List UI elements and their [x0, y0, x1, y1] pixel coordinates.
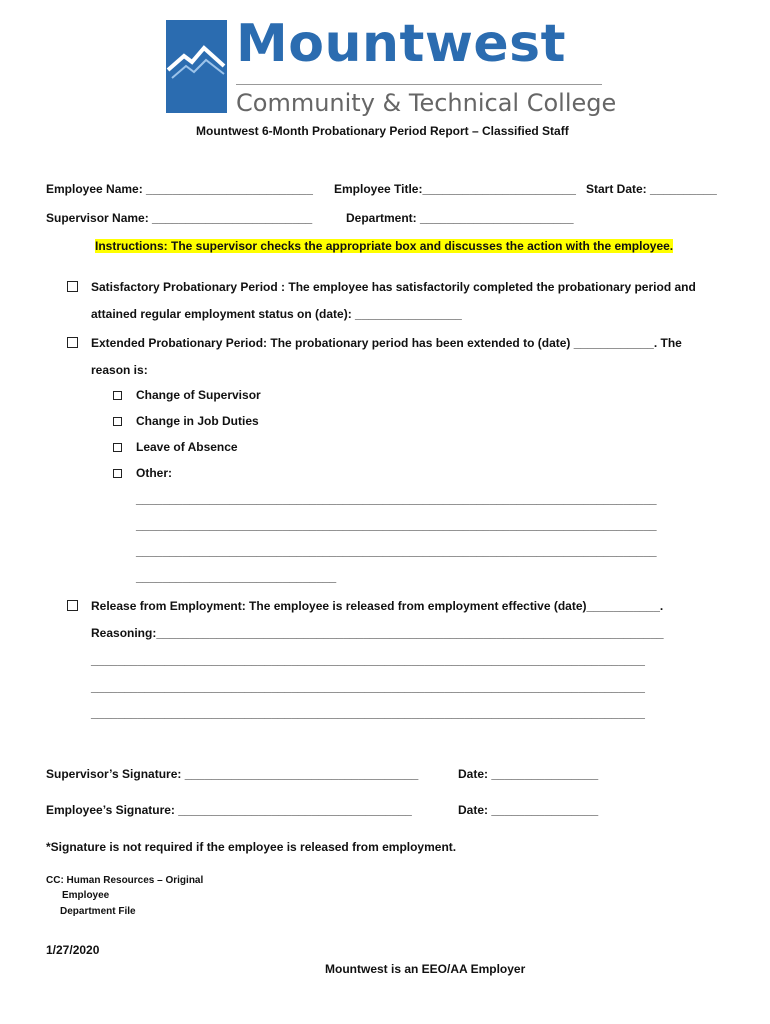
college-logo-mark [166, 20, 227, 113]
satisfactory-label: Satisfactory Probationary Period : The employee has satisfactorily completed the probationary period and [91, 280, 696, 294]
reason-change-supervisor: Change of Supervisor [136, 388, 261, 402]
reasoning-line[interactable]: ___________________________________________________________________________________ [91, 680, 645, 694]
other-line[interactable]: ______________________________________________________________________________ [136, 518, 657, 532]
reason-checkbox[interactable] [113, 443, 122, 452]
other-line[interactable]: ______________________________ [136, 570, 337, 584]
reason-checkbox[interactable] [113, 417, 122, 426]
employee-date-field[interactable]: Date: ________________ [458, 803, 599, 817]
supervisor-name-field[interactable]: Supervisor Name: ________________________ [46, 211, 313, 225]
reason-leave-of-absence: Leave of Absence [136, 440, 238, 454]
other-line[interactable]: ______________________________________________________________________________ [136, 492, 657, 506]
logo-subtitle: Community & Technical College [236, 89, 617, 117]
instructions: Instructions: The supervisor checks the appropriate box and discusses the action with the employee. [95, 239, 674, 253]
form-title: Mountwest 6-Month Probationary Period Report – Classified Staff [196, 124, 569, 138]
reason-change-duties: Change in Job Duties [136, 414, 259, 428]
supervisor-date-field[interactable]: Date: ________________ [458, 767, 599, 781]
logo-title: Mountwest [236, 14, 566, 74]
reasoning-field[interactable]: Reasoning:____________________________________________________________________________ [91, 626, 664, 640]
satisfactory-date-field[interactable]: attained regular employment status on (date): ________________ [91, 307, 462, 321]
employee-name-field[interactable]: Employee Name: _________________________ [46, 182, 313, 196]
extended-checkbox[interactable] [67, 337, 78, 348]
release-label: Release from Employment: The employee is released from employment effective (date)___________. [91, 599, 664, 613]
employee-signature-field[interactable]: Employee’s Signature: ___________________________________ [46, 803, 412, 817]
eeo-statement: Mountwest is an EEO/AA Employer [325, 962, 526, 976]
logo-divider [236, 84, 602, 85]
mountain-icon [166, 20, 227, 113]
cc-line: Employee [62, 890, 110, 901]
start-date-field[interactable]: Start Date: __________ [586, 182, 717, 196]
satisfactory-checkbox[interactable] [67, 281, 78, 292]
extended-reason-label: reason is: [91, 363, 148, 377]
employee-title-field[interactable]: Employee Title:_______________________ [334, 182, 576, 196]
document-date: 1/27/2020 [46, 943, 100, 957]
cc-line: Department File [60, 906, 136, 917]
signature-note: *Signature is not required if the employee is released from employment. [46, 840, 457, 854]
department-field[interactable]: Department: _______________________ [346, 211, 574, 225]
reasoning-line[interactable]: ___________________________________________________________________________________ [91, 653, 645, 667]
cc-line: CC: Human Resources – Original [46, 875, 204, 886]
reason-checkbox[interactable] [113, 391, 122, 400]
other-line[interactable]: ______________________________________________________________________________ [136, 544, 657, 558]
release-checkbox[interactable] [67, 600, 78, 611]
reasoning-line[interactable]: ___________________________________________________________________________________ [91, 706, 645, 720]
reason-other: Other: [136, 466, 172, 480]
extended-label: Extended Probationary Period: The probationary period has been extended to (date) ____________. The [91, 336, 682, 350]
reason-checkbox[interactable] [113, 469, 122, 478]
supervisor-signature-field[interactable]: Supervisor’s Signature: ___________________________________ [46, 767, 419, 781]
